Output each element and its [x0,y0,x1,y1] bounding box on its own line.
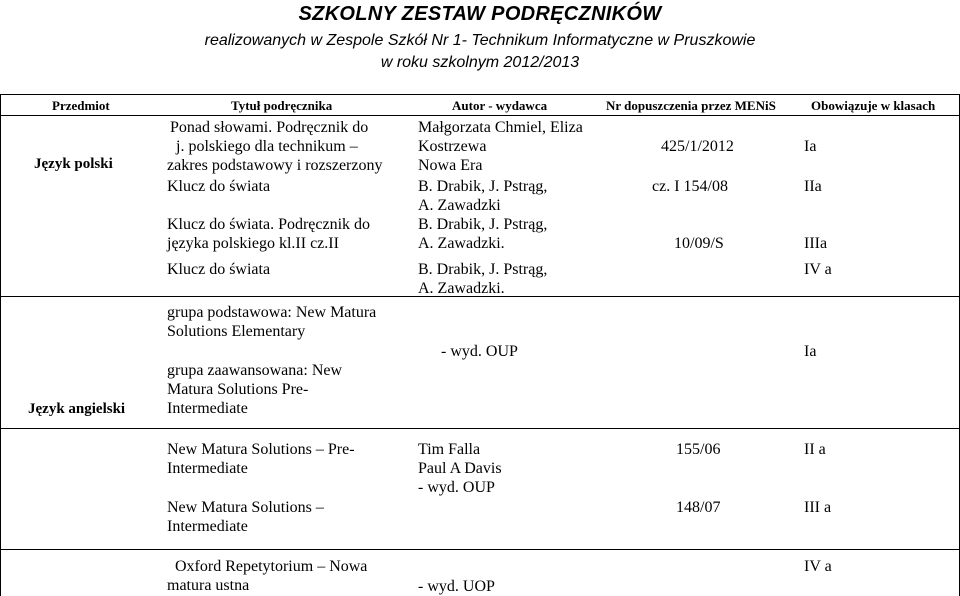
book-title-line: zakres podstawowy i rozszerzony [167,157,383,174]
class-level: III a [804,499,832,516]
document-title: SZKOLNY ZESTAW PODRĘCZNIKÓW [298,3,662,25]
book-title-line: Klucz do świata [167,178,271,195]
school-year: w roku szkolnym 2012/2013 [380,54,580,71]
subject-english: Język angielski [28,401,126,417]
class-level: II a [804,441,826,458]
english-row-divider-2 [0,549,960,550]
book-author-line: A. Zawadzki [418,197,501,214]
book-author-line: A. Zawadzki. [418,280,505,297]
book-title-line: Intermediate [167,460,248,477]
book-title-line: j. polskiego dla technikum – [176,138,358,155]
book-author-line: B. Drabik, J. Pstrąg, [418,216,548,233]
book-author-line: Małgorzata Chmiel, Eliza [418,119,583,136]
book-author-line: - wyd. OUP [441,343,518,360]
book-title-line: języka polskiego kl.II cz.II [167,235,339,252]
column-header-title: Tytuł podręcznika [231,98,333,113]
school-name: realizowanych w Zespole Szkół Nr 1- Technikum Informatyczne w Pruszkowie [204,32,756,49]
book-author-line: Tim Falla [418,441,481,458]
class-level: IIa [804,178,822,195]
book-author-line: Paul A Davis [418,460,502,477]
book-author-line: Kostrzewa [418,138,487,155]
column-header-author: Autor - wydawca [452,98,548,113]
book-author-line: A. Zawadzki. [418,235,505,252]
book-title-line: Klucz do świata [167,261,271,278]
header-bottom-border [0,115,960,116]
english-row-divider [0,428,960,429]
column-header-classes: Obowiązuje w klasach [811,98,936,113]
table-top-border [0,94,960,95]
book-title-line: New Matura Solutions – Pre- [167,441,355,458]
table-left-border [0,94,1,596]
book-title-line: matura ustna [167,577,250,594]
approval-number: 155/06 [676,441,721,458]
book-title-line: Ponad słowami. Podręcznik do [170,119,369,136]
class-level: Ia [804,343,817,360]
book-author-line: B. Drabik, J. Pstrąg, [418,261,548,278]
class-level: IV a [804,558,832,575]
book-author-line: - wyd. OUP [418,479,495,496]
class-level: IV a [804,261,832,278]
column-header-subject: Przedmiot [52,98,110,113]
approval-number: 148/07 [676,499,721,516]
book-title-line: New Matura Solutions – [167,499,324,516]
book-author-line: B. Drabik, J. Pstrąg, [418,178,548,195]
approval-number: cz. I 154/08 [652,178,728,195]
book-title-line: Matura Solutions Pre- [167,381,309,398]
column-header-approval: Nr dopuszczenia przez MENiS [606,98,776,113]
book-title-line: grupa zaawansowana: New [167,362,343,379]
class-level: Ia [804,138,817,155]
subject-polish: Język polski [34,156,113,172]
book-title-line: Oxford Repetytorium – Nowa [175,558,368,575]
book-title-line: grupa podstawowa: New Matura [167,304,377,321]
book-title-line: Solutions Elementary [167,323,306,340]
book-title-line: Klucz do świata. Podręcznik do [167,216,371,233]
book-author-line: Nowa Era [418,157,483,174]
book-title-line: Intermediate [167,400,248,417]
class-level: IIIa [804,235,828,252]
book-title-line: Intermediate [167,518,248,535]
approval-number: 10/09/S [674,235,724,252]
approval-number: 425/1/2012 [661,138,734,155]
book-author-line: - wyd. UOP [418,578,495,595]
